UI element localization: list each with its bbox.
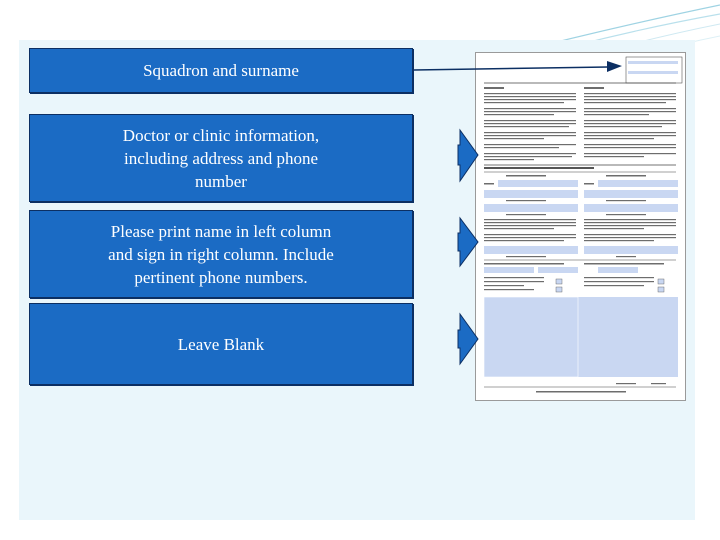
callout-squadron-surname-text: Squadron and surname <box>143 61 299 80</box>
callout-leave-blank-text: Leave Blank <box>177 334 265 354</box>
callout-doctor-clinic-text: Doctor or clinic information, including address and phone number <box>122 125 320 191</box>
callout-leave-blank <box>29 303 413 385</box>
callout-doctor-clinic <box>29 114 413 202</box>
form-document-graphic <box>476 53 685 400</box>
callout-squadron-surname <box>29 48 413 93</box>
form-document-thumbnail <box>475 52 686 401</box>
callout-print-sign <box>29 210 413 298</box>
callout-print-sign-text: Please print name in left column and sign in right column. Include pertinent phone numbers. <box>108 221 334 287</box>
